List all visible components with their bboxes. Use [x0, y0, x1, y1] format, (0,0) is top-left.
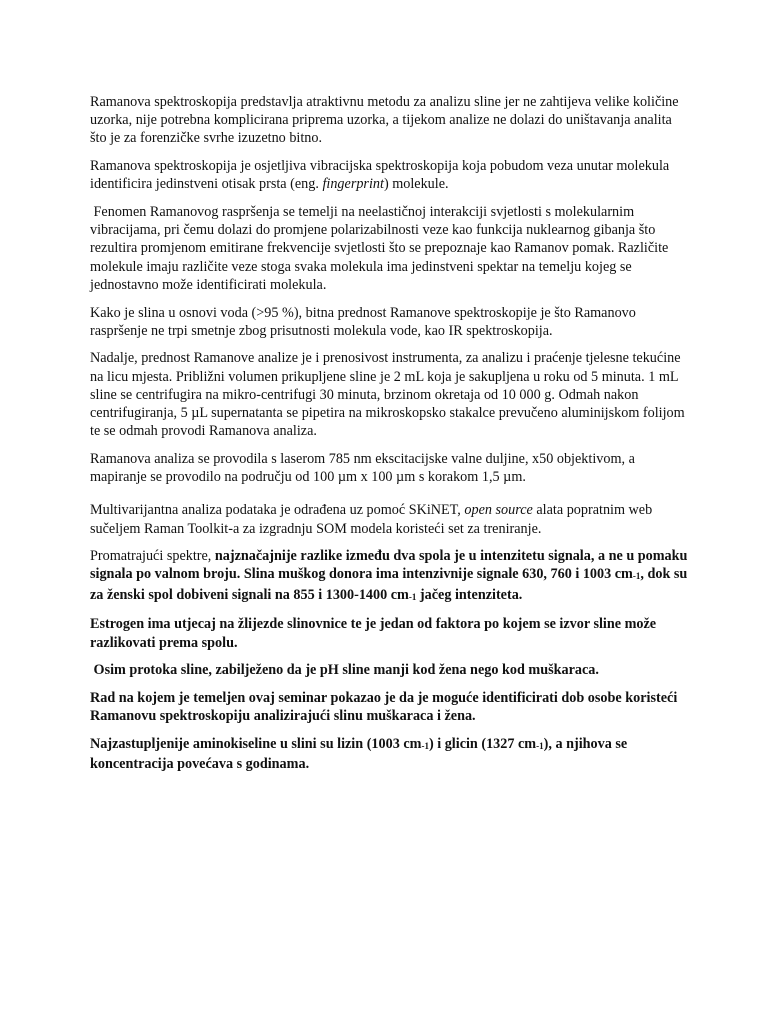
text-run: alata popratnim web sučeljem Raman Toolkit-a za izgradnju SOM modela koristeći set za treniranje.	[90, 502, 653, 537]
paragraph-ph: Osim protoka sline, zabilježeno da je pH sline manji kod žena nego kod muškaraca.	[90, 662, 599, 679]
italic-term: fingerprint	[322, 176, 384, 193]
text-run: Promatrajući spektre,	[90, 548, 215, 565]
paragraph-raman-phenomenon: Fenomen Ramanovog raspršenja se temelji na neelastičnoj interakciji svjetlosti s molekularnim vibracijama, pri čemu dolazi do promjene polarizabilnosti veze kao funkcija nuklearnog gibanja što rezultira promjenom emitirane frekvencije svjetlosti što se prepoznaje kao Ramanov pomak. Različite molekule imaju različite veze stoga svaka molekula ima jedinstveni spektar na temelju kojeg se jednostavno može identificirati molekula.	[90, 204, 672, 293]
text-run: Multivarijantna analiza podataka je odrađena uz pomoć SKiNET,	[90, 502, 465, 519]
italic-term: open source	[464, 502, 533, 519]
text-run: ) molekule.	[383, 176, 449, 193]
subscript: -1	[536, 740, 544, 751]
paragraph-amino-acids	[90, 735, 690, 773]
text-run: Najzastupljenije aminokiseline u slini su lizin (1003 cm	[90, 735, 422, 752]
subscript: -1	[408, 591, 417, 602]
text-run: ), a njihova se koncentracija povećava s godinama.	[90, 735, 628, 773]
text-run: Ramanova spektroskopija je osjetljiva vibracijska spektroskopija koja pobudom veza unutar molekula identificira jedinstveni otisak prsta (eng.	[90, 158, 670, 193]
subscript: -1	[421, 740, 429, 751]
paragraph-water: Kako je slina u osnovi voda (>95 %), bitna prednost Ramanove spektroskopije je što Ramanovo raspršenje ne trpi smetnje zbog prisutnosti molekula vode, kao IR spektroskopija.	[90, 304, 636, 339]
paragraph-laser: Ramanova analiza se provodila s laserom 785 nm ekscitacijske valne duljine, x50 objektivom, a mapiranje se provodilo na području od 100 µm x 100 µm s korakom 1,5 µm.	[90, 450, 635, 486]
bold-run: najznačajnije razlike između dva spola je u intenzitetu signala, a ne u pomaku signala po valnom broju. Slina muškog donora ima intenzivnije signale 630, 760 i 1003 cm	[90, 548, 688, 583]
paragraph-spectra-differences	[90, 547, 690, 606]
paragraph-multivariate	[90, 501, 690, 537]
paragraph-age: Rad na kojem je temeljen ovaj seminar pokazao je da je moguće identificirati dob osobe koristeći Ramanovu spektroskopiju analizirajući slinu muškaraca i žena.	[90, 689, 678, 725]
bold-run: , dok su za ženski spol dobiveni signali na 855 i 1300-1400 cm	[90, 566, 688, 603]
bold-run: jačeg intenziteta.	[416, 586, 523, 603]
paragraph-fingerprint	[90, 157, 690, 193]
document-page	[90, 93, 690, 783]
paragraph-estrogen: Estrogen ima utjecaj na žlijezde slinovnice te je jedan od faktora po kojem se izvor sline može razlikovati prema spolu.	[90, 616, 657, 651]
paragraph-portability: Nadalje, prednost Ramanove analize je i prenosivost instrumenta, za analizu i praćenje tjelesne tekućine na licu mjesta. Približni volumen prikupljene sline je 2 mL koja je sakupljena u roku od 5 minuta. 1 mL sline se centrifugira na mikro-centrifugi 30 minuta, brzinom okretaja od 10 000 g. Odmah nakon centrifugiranja, 5 µL supernatanta se pipetira na mikroskopsko stakalce prevučeno aluminijskom folijom te se odmah provodi Ramanova analiza.	[90, 350, 685, 440]
paragraph-intro: Ramanova spektroskopija predstavlja atraktivnu metodu za analizu sline jer ne zahtijeva velike količine uzorka, nije potrebna komplicirana priprema uzorka, a tijekom analize ne dolazi do uništavanja analita što je za forenzičke svrhe izuzetno bitno.	[90, 94, 679, 147]
text-run: ) i glicin (1327 cm	[428, 735, 537, 752]
subscript: -1	[632, 571, 641, 582]
